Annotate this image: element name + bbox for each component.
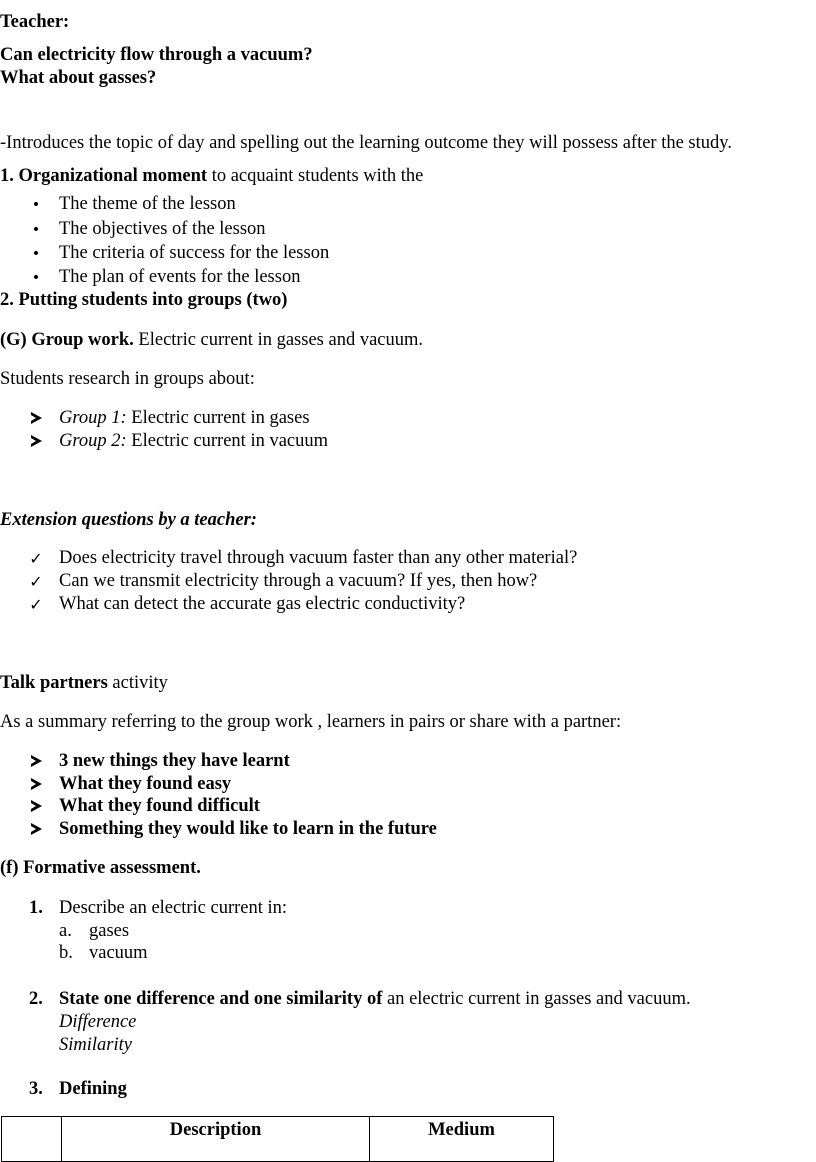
formative-title: (f) Formative assessment. — [0, 858, 201, 878]
list-item-text: 3 new things they have learnt — [59, 751, 290, 771]
list-item-text: What they found difficult — [59, 796, 260, 816]
arrow-bullet-icon — [28, 750, 44, 773]
intro-question: What about gasses? — [0, 68, 157, 88]
step1-heading — [0, 165, 423, 188]
group-work-rest: Electric current in gasses and vacuum. — [133, 330, 424, 350]
step2-heading: 2. Putting students into groups (two) — [0, 290, 288, 310]
teacher-heading: Teacher: — [0, 12, 70, 32]
bullet-icon — [28, 242, 44, 266]
list-item-text: The theme of the lesson — [59, 194, 236, 214]
arrow-bullet-icon — [28, 407, 44, 430]
question-bold: State one difference and one similarity of — [59, 989, 383, 1009]
list-item-text — [59, 407, 310, 430]
question-number: 3. — [29, 1079, 43, 1099]
list-item-text — [59, 430, 328, 453]
question-text — [59, 988, 691, 1011]
check-icon — [28, 570, 44, 594]
sub-item-letter: a. — [59, 921, 72, 941]
bullet-icon — [28, 266, 44, 290]
group-label: Group 1: — [59, 408, 127, 428]
sub-item-text: vacuum — [89, 943, 148, 963]
table-header-cell: Medium — [370, 1117, 554, 1162]
table-header-cell — [2, 1117, 62, 1162]
question-text: Describe an electric current in: — [59, 898, 288, 918]
bullet-icon — [28, 218, 44, 242]
group-topic: Electric current in gases — [126, 408, 310, 428]
question-text: Defining — [59, 1079, 127, 1099]
research-intro: Students research in groups about: — [0, 369, 255, 389]
arrow-bullet-icon — [28, 795, 44, 818]
arrow-bullet-icon — [28, 773, 44, 796]
list-item-text: The objectives of the lesson — [59, 219, 266, 239]
arrow-bullet-icon — [28, 818, 44, 841]
sub-item-text: gases — [89, 921, 130, 941]
sub-item-letter: b. — [59, 943, 73, 963]
answer-label: Similarity — [59, 1035, 132, 1055]
answer-label: Difference — [59, 1012, 137, 1032]
talk-title: Talk partners — [0, 673, 108, 693]
check-icon — [28, 547, 44, 571]
bullet-icon — [28, 193, 44, 217]
talk-heading — [0, 672, 168, 695]
summary-line: As a summary referring to the group work , learners in pairs or share with a partner: — [0, 712, 622, 732]
talk-rest: activity — [107, 673, 168, 693]
step1-rest: to acquaint students with the — [207, 166, 424, 186]
check-icon — [28, 593, 44, 617]
list-item-text: What can detect the accurate gas electric conductivity? — [59, 594, 466, 614]
list-item-text: The criteria of success for the lesson — [59, 243, 330, 263]
list-item-text: Can we transmit electricity through a vacuum? If yes, then how? — [59, 571, 538, 591]
list-item-text: Something they would like to learn in the future — [59, 819, 437, 839]
arrow-bullet-icon — [28, 430, 44, 453]
group-label: Group 2: — [59, 431, 127, 451]
question-rest: an electric current in gasses and vacuum. — [382, 989, 691, 1009]
extension-title: Extension questions by a teacher: — [0, 510, 257, 530]
intro-question: Can electricity flow through a vacuum? — [0, 45, 313, 65]
question-number: 1. — [29, 898, 43, 918]
step1-title: 1. Organizational moment — [0, 166, 208, 186]
intro-line: -Introduces the topic of day and spelling out the learning outcome they will possess after the study. — [0, 133, 732, 153]
list-item-text: What they found easy — [59, 774, 232, 794]
list-item-text: The plan of events for the lesson — [59, 267, 301, 287]
group-work-title: (G) Group work. — [0, 330, 134, 350]
group-work-heading — [0, 329, 423, 352]
group-topic: Electric current in vacuum — [126, 431, 329, 451]
table-row — [2, 1117, 554, 1162]
definition-table — [1, 1116, 554, 1162]
question-number: 2. — [29, 989, 43, 1009]
list-item-text: Does electricity travel through vacuum faster than any other material? — [59, 548, 578, 568]
table-header-cell: Description — [62, 1117, 370, 1162]
